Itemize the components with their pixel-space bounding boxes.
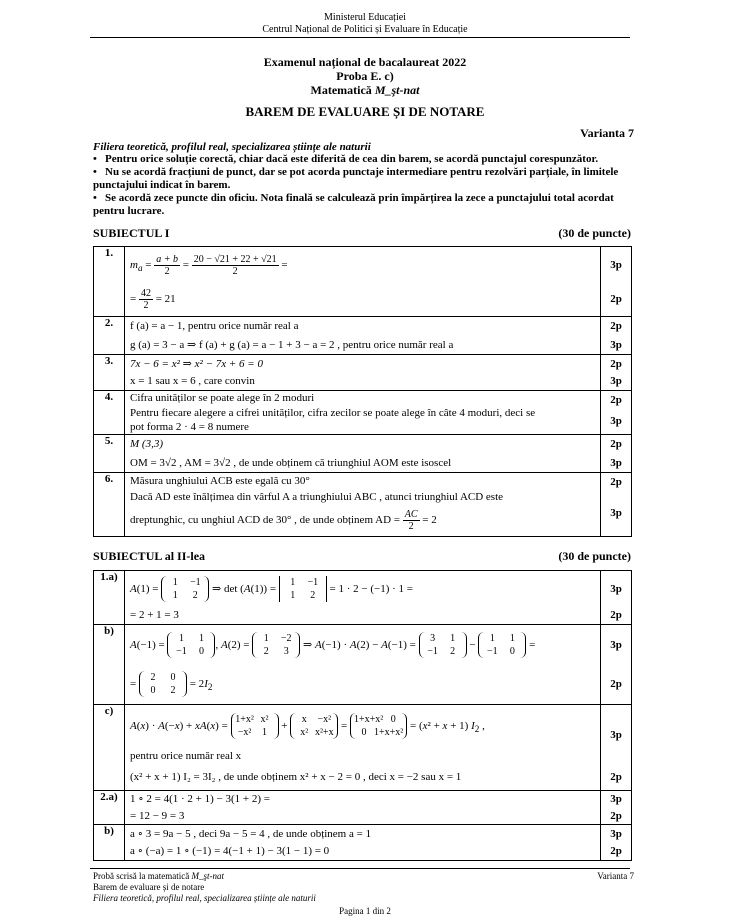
problem-solution: f (a) = a − 1, pentru orice număr real a g (a) = 3 − a ⇒ f (a) + g (a) = a − 1 + 3 − a = 2 , pentru orice număr real a xyxy=(125,317,601,355)
section-2-title: SUBIECTUL al II-lea xyxy=(93,549,206,563)
points-cell: 3p 2p xyxy=(601,705,632,791)
points-cell: 3p 2p xyxy=(601,247,632,317)
points-cell: 2p 3p xyxy=(601,473,632,537)
section-1-points: (30 de puncte) xyxy=(558,226,631,240)
problem-number: 6. xyxy=(94,473,125,537)
center-name: Centrul Național de Politici și Evaluare în Educație xyxy=(262,24,468,35)
problem-row xyxy=(94,705,632,791)
footer-barem: Barem de evaluare și de notare xyxy=(93,882,205,892)
barem-title: BAREM DE EVALUARE ȘI DE NOTARE xyxy=(245,104,485,119)
problem-row xyxy=(94,435,632,473)
problem-row xyxy=(94,317,632,355)
problem-row xyxy=(94,355,632,391)
points-cell: 3p 2p xyxy=(601,825,632,861)
points-cell: 2p 3p xyxy=(601,391,632,435)
problem-row xyxy=(94,625,632,705)
filiera-label: Filiera teoretică, profilul real, specializarea științe ale naturii xyxy=(93,141,371,153)
problem-row xyxy=(94,247,632,317)
footer-filiera: Filiera teoretică, profilul real, specializarea științe ale naturii xyxy=(93,893,316,903)
problem-row xyxy=(94,473,632,537)
rule-bullet-3: • Se acordă zece puncte din oficiu. Nota finală se calculează prin împărțirea la zece a punctajului total acordat pentru lucrare. xyxy=(93,192,614,217)
problem-number: 4. xyxy=(94,391,125,435)
points-cell: 2p 3p xyxy=(601,355,632,391)
problem-solution: A(1) = 1 −1 1 2 ⇒ det (A(1)) = 1 −1 1 2 = 1 · 2 − (−1) · 1 = = 2 + 1 = 3 xyxy=(125,571,601,625)
points-cell: 3p 2p xyxy=(601,571,632,625)
problem-row xyxy=(94,825,632,861)
problem-solution: 7x − 6 = x² ⇒ x² − 7x + 6 = 0 x = 1 sau x = 6 , care convin xyxy=(125,355,601,391)
problem-number: b) xyxy=(94,825,125,861)
footer-variant: Varianta 7 xyxy=(597,871,634,881)
problem-solution: 1 ∘ 2 = 4(1 · 2 + 1) − 3(1 + 2) = = 12 − 9 = 3 xyxy=(125,791,601,825)
section-1-table xyxy=(93,246,632,537)
problem-number: 3. xyxy=(94,355,125,391)
section-2-points: (30 de puncte) xyxy=(558,549,631,563)
exam-title: Examenul național de bacalaureat 2022 xyxy=(263,55,467,69)
section-1-title: SUBIECTUL I xyxy=(93,226,170,240)
problem-number: 1.a) xyxy=(94,571,125,625)
problem-row xyxy=(94,571,632,625)
problem-solution: Măsura unghiului ACB este egală cu 30° Dacă AD este înălțimea din vârful A a triunghiului ABC , atunci triunghiul ACD este dreptunghic, cu unghiul ACD de 30° , de unde obținem AD = $\frac{AC}{2}$ = 2 xyxy=(125,473,601,537)
footer-exam: Probă scrisă la matematică M_şt-nat xyxy=(93,871,224,881)
problem-solution: $m_a$ = $\frac{a + b}{2}$ = $\frac{20 - √21 + 22 + √21}{2}$ = = $\frac{42}{2}$ = 21 xyxy=(125,247,601,317)
points-cell: 3p 2p xyxy=(601,791,632,825)
problem-solution: A(−1) = 1 1 −1 0, A(2) = 1 −2 2 3 ⇒ A(−1) · A(2) − A(−1) = 3 1 −1 2 − 1 1 −1 0 = = 2 0 0 $2 = 2I_2$ xyxy=(125,625,601,705)
rule-bullet-1: • Pentru orice soluție corectă, chiar dacă este diferită de cea din barem, se acordă punctajul corespunzător. xyxy=(93,153,599,165)
proba-title: Proba E. c) xyxy=(336,69,394,83)
page-number: Pagina 1 din 2 xyxy=(339,906,391,916)
section-2-header xyxy=(93,549,631,564)
header-divider xyxy=(90,37,630,38)
problem-number: b) xyxy=(94,625,125,705)
problem-solution: a ∘ 3 = 9a − 5 , deci 9a − 5 = 4 , de unde obținem a = 1 a ∘ (−a) = 1 ∘ (−1) = 4(−1 + 1) − 3(1 − 1) = 0 xyxy=(125,825,601,861)
problem-solution: Cifra unităților se poate alege în 2 moduri Pentru fiecare alegere a cifrei unităților, cifra zecilor se poate alege în câte 4 moduri, deci se pot forma 2 · 4 = 8 numere xyxy=(125,391,601,435)
problem-number: 1. xyxy=(94,247,125,317)
points-cell: 3p 2p xyxy=(601,625,632,705)
problem-number: c) xyxy=(94,705,125,791)
problem-number: 2. xyxy=(94,317,125,355)
points-cell: 2p 3p xyxy=(601,435,632,473)
footer-divider xyxy=(90,868,630,869)
variant-label: Varianta 7 xyxy=(580,126,634,140)
section-1-header xyxy=(93,226,631,241)
section-2-table xyxy=(93,570,632,861)
rule-bullet-2: • Nu se acordă fracțiuni de punct, dar se pot acorda punctaje intermediare pentru rezolvări parțiale, în limitele punctajului indicat în barem. xyxy=(93,166,619,191)
problem-row xyxy=(94,791,632,825)
problem-row xyxy=(94,391,632,435)
problem-number: 2.a) xyxy=(94,791,125,825)
problem-solution: A(x) · A(−x) + xA(x) = 1+x² x² −x² 1 + x −x² x² x²+x = 1+x+x² 0 0 1+x+x² = (x² + x + 1) $I_2$ , pentru orice număr real x (x² + x + 1) I₂ = 3I₂ , de unde obținem x² + x − 2 = 0 , deci x = −2 sau x = 1 xyxy=(125,705,601,791)
problem-number: 5. xyxy=(94,435,125,473)
subject-title: Matematică M_şt-nat xyxy=(310,83,420,97)
problem-solution: M (3,3) OM = 3√2 , AM = 3√2 , de unde obținem că triunghiul AOM este isoscel xyxy=(125,435,601,473)
points-cell: 2p 3p xyxy=(601,317,632,355)
ministry-name: Ministerul Educației xyxy=(324,12,406,23)
